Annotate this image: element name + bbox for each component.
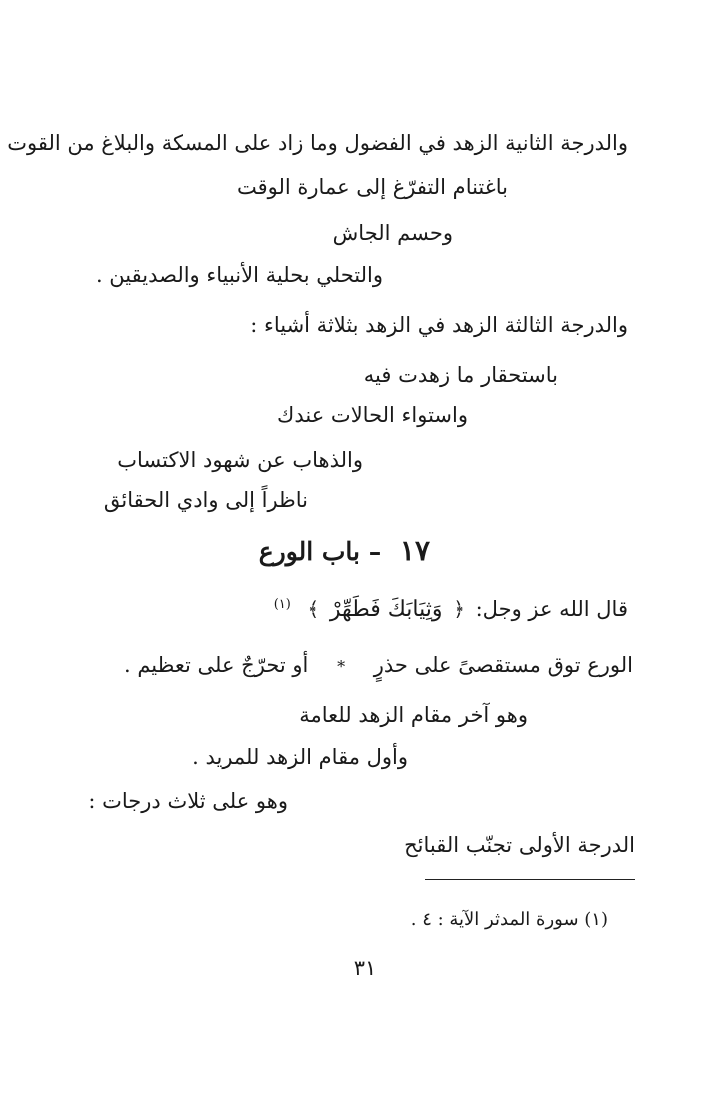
- separator-star: *: [337, 657, 346, 676]
- text-line: والدرجة الثالثة الزهد في الزهد بثلاثة أشياء :: [250, 313, 628, 337]
- text-line: وهو آخر مقام الزهد للعامة: [299, 703, 528, 727]
- text-line: وحسم الجاش: [332, 221, 453, 245]
- text-line: باغتنام التفرّغ إلى عمارة الوقت: [236, 175, 508, 199]
- definition-first-half: الورع توق مستقصىً على حذرٍ: [373, 653, 633, 677]
- text-line: واستواء الحالات عندك: [277, 403, 468, 427]
- footnote: (١) سورة المدثر الآية : ٤ .: [410, 909, 608, 930]
- text-line: وهو على ثلاث درجات :: [88, 789, 288, 813]
- definition-line: [124, 650, 633, 682]
- text-line: ناظراً إلى وادي الحقائق: [103, 488, 308, 512]
- chapter-title: – باب الورع: [258, 537, 382, 566]
- chapter-number: ١٧: [399, 534, 430, 567]
- quran-quote: [274, 590, 628, 625]
- verse-close-bracket: ﴾: [307, 597, 320, 621]
- verse-text: وَثِيَابَكَ فَطَهِّرْ: [329, 597, 443, 622]
- quote-intro: قال الله عز وجل:: [475, 597, 628, 621]
- text-line: والدرجة الثانية الزهد في الفضول وما زاد على المسكة والبلاغ من القوت: [7, 131, 628, 155]
- page-number: ٣١: [353, 956, 377, 980]
- footnote-reference: (١): [273, 597, 291, 612]
- text-line: باستحقار ما زهدت فيه: [363, 363, 558, 387]
- text-line: وأول مقام الزهد للمريد .: [192, 745, 408, 769]
- text-line: والتحلي بحلية الأنبياء والصديقين .: [95, 263, 383, 287]
- chapter-heading: [259, 536, 430, 567]
- text-line: الدرجة الأولى تجنّب القبائح: [404, 833, 635, 857]
- verse-open-bracket: ﴿: [453, 597, 465, 621]
- footnote-divider: [425, 879, 635, 880]
- definition-second-half: أو تحرّجٌ على تعظيم .: [123, 653, 309, 677]
- text-line: والذهاب عن شهود الاكتساب: [117, 448, 363, 472]
